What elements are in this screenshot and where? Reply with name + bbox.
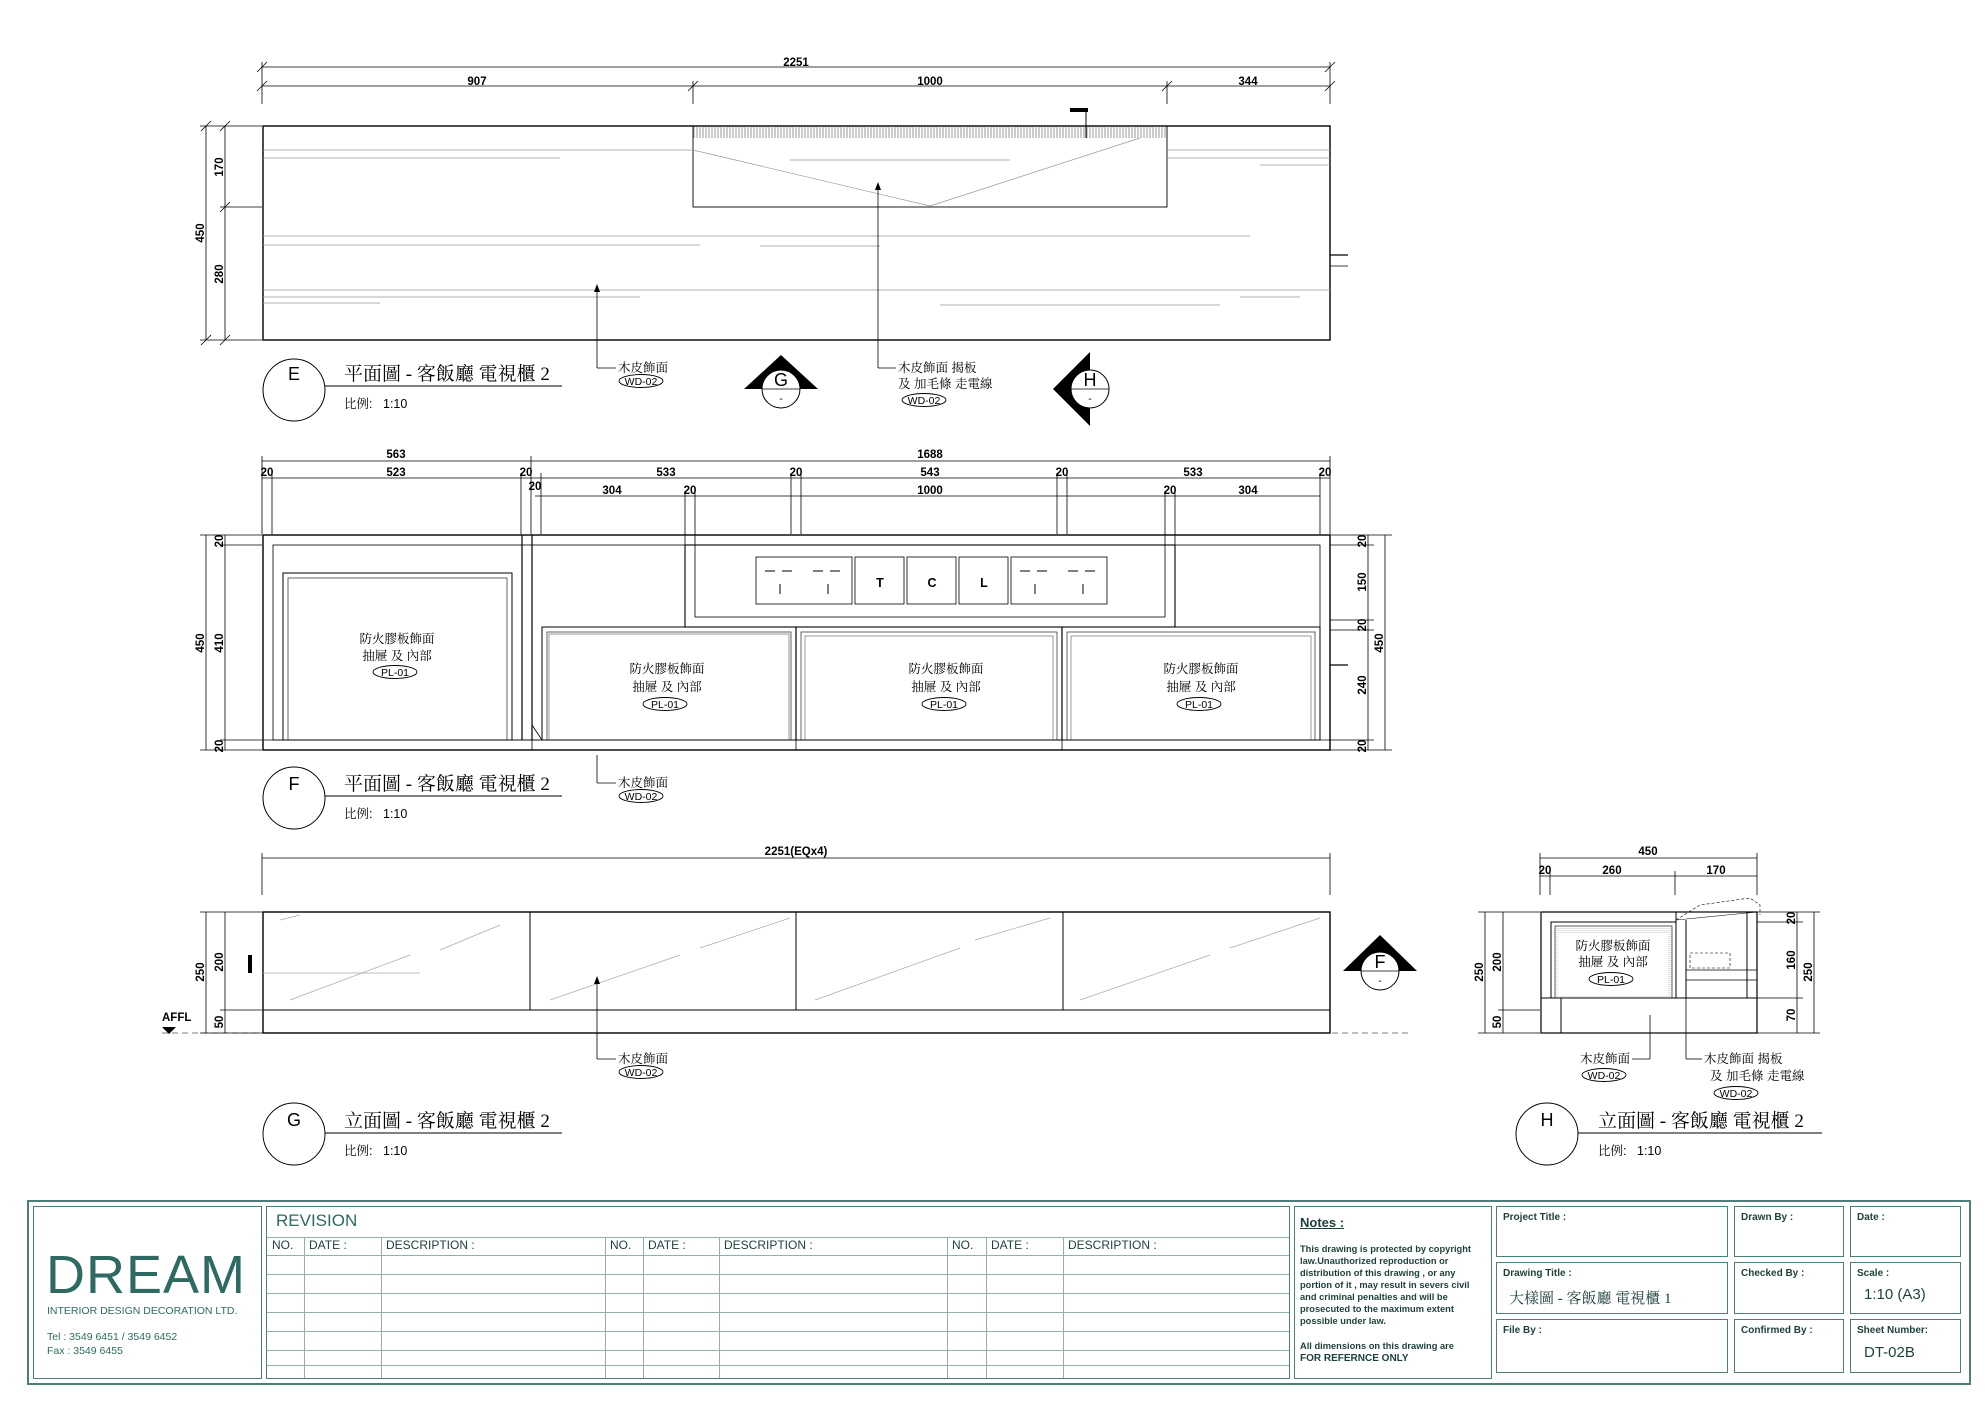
revision-rule bbox=[267, 1312, 1289, 1313]
level-marker bbox=[248, 955, 252, 973]
rev-header-no: NO. bbox=[272, 1238, 294, 1252]
dim-shelf: 150 bbox=[1357, 572, 1369, 592]
divider-corner bbox=[532, 725, 542, 740]
dim-drawer: 240 bbox=[1357, 675, 1369, 695]
dim-depth-total: 450 bbox=[195, 633, 207, 653]
notes-dims: All dimensions on this drawing are bbox=[1300, 1341, 1454, 1351]
revision-col bbox=[381, 1237, 382, 1378]
dim-lines-h-left bbox=[1478, 912, 1540, 1033]
revision-rule bbox=[267, 1255, 1289, 1256]
material-tag: WD-02 bbox=[624, 791, 658, 803]
dim-height-total: 250 bbox=[1803, 962, 1815, 982]
plan-view-f bbox=[195, 449, 1392, 829]
section-letter-f: F bbox=[1374, 952, 1386, 972]
drawer-label-line1: 防火膠板飾面 bbox=[908, 662, 984, 676]
dim-panel: 20 bbox=[1357, 618, 1369, 632]
dim-panel: 20 bbox=[1786, 911, 1798, 925]
brand-letter: L bbox=[980, 576, 988, 590]
checked-by-box bbox=[1734, 1262, 1844, 1314]
section-letter-g: G bbox=[773, 370, 789, 390]
dim-interior: 410 bbox=[214, 633, 226, 653]
revision-rule bbox=[267, 1331, 1289, 1332]
av-device bbox=[756, 557, 852, 604]
dim-bay: 533 bbox=[656, 467, 676, 479]
dim-opening: 160 bbox=[1786, 950, 1798, 970]
view-title: 平面圖 - 客飯廳 電視櫃 2 bbox=[344, 364, 550, 385]
scale-label: 比例: bbox=[344, 397, 373, 411]
leader-arrow-1 bbox=[594, 284, 600, 292]
dim-lines-e-left bbox=[200, 121, 262, 345]
revision-col bbox=[719, 1237, 720, 1378]
dim-height-plinth: 50 bbox=[1492, 1015, 1504, 1029]
company-subtitle: INTERIOR DESIGN DECORATION LTD. bbox=[47, 1305, 238, 1317]
drawer-label-line2: 抽屜 及 內部 bbox=[1166, 680, 1236, 694]
affl-label: AFFL bbox=[162, 1012, 192, 1024]
brand-letter: C bbox=[927, 576, 937, 590]
drawer-label-line1: 防火膠板飾面 bbox=[629, 662, 705, 676]
sheet-number-box bbox=[1850, 1319, 1961, 1373]
dim-bay: 304 bbox=[602, 485, 622, 497]
dim-panel: 20 bbox=[1538, 865, 1552, 877]
company-logo: DREAM bbox=[46, 1245, 247, 1305]
view-callout-letter: E bbox=[287, 364, 301, 384]
dim-panel: 20 bbox=[1318, 467, 1332, 479]
material-tag: WD-02 bbox=[624, 376, 658, 388]
dim-bay: 533 bbox=[1183, 467, 1203, 479]
rev-header-date: DATE : bbox=[991, 1238, 1029, 1252]
rev-header-no: NO. bbox=[952, 1238, 974, 1252]
material-tag: PL-01 bbox=[1596, 974, 1626, 986]
dim-panel: 20 bbox=[1357, 534, 1369, 548]
revision-col bbox=[304, 1237, 305, 1378]
notes-body: This drawing is protected by copyright law.Unauthorized reproduction or distribution of this drawing , or any portion of it , may result in severs civil and criminal penalties and will be prosecuted to the maximum extent possible under law. bbox=[1300, 1244, 1471, 1326]
revision-col bbox=[947, 1237, 948, 1378]
revision-panel bbox=[266, 1206, 1290, 1379]
view-title: 平面圖 - 客飯廳 電視櫃 2 bbox=[344, 774, 550, 795]
view-callout-letter: F bbox=[288, 774, 300, 794]
material-tag: PL-01 bbox=[650, 699, 680, 711]
file-by-box bbox=[1496, 1319, 1728, 1373]
drawer-label-line1: 防火膠板飾面 bbox=[1575, 939, 1651, 953]
dim-panel: 20 bbox=[519, 467, 533, 479]
drawer-label-line1: 防火膠板飾面 bbox=[359, 632, 435, 646]
rev-header-description: DESCRIPTION : bbox=[386, 1238, 475, 1252]
dim-right-width: 344 bbox=[1238, 76, 1258, 88]
dim-bay: 1000 bbox=[917, 485, 943, 497]
note-wood-finish: 木皮飾面 bbox=[618, 361, 669, 375]
note-wood-finish: 木皮飾面 bbox=[1579, 1052, 1630, 1066]
dim-center-width: 1000 bbox=[917, 76, 943, 88]
dim-depth-lower: 280 bbox=[214, 264, 226, 284]
rev-header-date: DATE : bbox=[309, 1238, 347, 1252]
dim-left-bay: 563 bbox=[386, 449, 406, 461]
material-tag: PL-01 bbox=[1184, 699, 1214, 711]
scale-value: 1:10 bbox=[383, 397, 408, 411]
scale-value: 1:10 bbox=[383, 807, 408, 821]
scale-label: Scale : bbox=[1857, 1268, 1890, 1279]
dim-depth-total: 450 bbox=[195, 223, 207, 243]
project-title-box bbox=[1496, 1206, 1728, 1257]
scale-box bbox=[1850, 1262, 1961, 1314]
revision-col bbox=[605, 1237, 606, 1378]
dim-panel: 20 bbox=[214, 534, 226, 548]
dim-panel: 20 bbox=[789, 467, 803, 479]
notes-reference: FOR REFERNCE ONLY bbox=[1300, 1353, 1409, 1364]
dim-depth-total: 450 bbox=[1638, 846, 1658, 858]
drawer-label-line2: 抽屜 及 內部 bbox=[1578, 955, 1648, 969]
note-shelf-line2: 及 加毛條 走電線 bbox=[1710, 1069, 1805, 1083]
dim-depth-upper: 170 bbox=[214, 157, 226, 177]
scale-label: 比例: bbox=[1598, 1144, 1627, 1158]
dim-lines-f-left bbox=[200, 535, 262, 750]
plan-view-e bbox=[195, 57, 1348, 426]
note-shelf-line1: 木皮飾面 揭板 bbox=[898, 361, 977, 375]
dim-left-width: 907 bbox=[467, 76, 487, 88]
dim-height-total: 250 bbox=[1474, 962, 1486, 982]
section-letter-h: H bbox=[1083, 370, 1097, 390]
date-box bbox=[1850, 1206, 1961, 1257]
dim-total-width: 2251(EQx4) bbox=[764, 846, 828, 858]
revision-rule bbox=[267, 1365, 1289, 1366]
wood-grain-e bbox=[263, 138, 1330, 305]
confirmed-by-box bbox=[1734, 1319, 1844, 1373]
material-tag: PL-01 bbox=[380, 667, 410, 679]
leader-arrow-2 bbox=[875, 182, 881, 190]
sheet-number-label: Sheet Number: bbox=[1857, 1325, 1929, 1336]
dim-panel: 20 bbox=[260, 467, 274, 479]
drawing-title-value: 大樣圖 - 客飯廳 電視櫃 1 bbox=[1509, 1291, 1672, 1307]
scale-value: 1:10 (A3) bbox=[1864, 1286, 1926, 1303]
dim-right-bay: 1688 bbox=[917, 449, 943, 461]
dim-drawer-depth: 260 bbox=[1602, 865, 1622, 877]
drawing-title-label: Drawing Title : bbox=[1503, 1268, 1572, 1279]
drawer-label-line2: 抽屜 及 內部 bbox=[911, 680, 981, 694]
view-title: 立面圖 - 客飯廳 電視櫃 2 bbox=[1598, 1111, 1804, 1132]
view-callout-letter: H bbox=[1540, 1110, 1554, 1130]
dim-bay: 304 bbox=[1238, 485, 1258, 497]
checked-by-label: Checked By : bbox=[1741, 1268, 1805, 1279]
dim-total-width: 2251 bbox=[783, 57, 809, 69]
drawn-by-label: Drawn By : bbox=[1741, 1212, 1794, 1223]
note-shelf-line2: 及 加毛條 走電線 bbox=[898, 377, 993, 391]
rev-header-date: DATE : bbox=[648, 1238, 686, 1252]
company-fax: Fax : 3549 6455 bbox=[47, 1345, 123, 1357]
drawn-by-box bbox=[1734, 1206, 1844, 1257]
dim-lines-g-top bbox=[262, 853, 1330, 895]
dim-height-total: 250 bbox=[195, 962, 207, 982]
revision-col bbox=[986, 1237, 987, 1378]
revision-col bbox=[1063, 1237, 1064, 1378]
av-device bbox=[1011, 557, 1107, 604]
scale-value: 1:10 bbox=[1637, 1144, 1662, 1158]
note-wood-finish: 木皮飾面 bbox=[618, 1052, 669, 1066]
dim-lines-g-left bbox=[200, 912, 262, 1033]
leader-arrow bbox=[594, 976, 600, 984]
dim-panel: 20 bbox=[214, 739, 226, 753]
revision-col bbox=[643, 1237, 644, 1378]
material-tag: WD-02 bbox=[1587, 1070, 1621, 1082]
rev-header-description: DESCRIPTION : bbox=[724, 1238, 813, 1252]
dim-panel: 20 bbox=[1357, 739, 1369, 753]
elevation-view-g bbox=[162, 846, 1417, 1165]
file-by-label: File By : bbox=[1503, 1325, 1542, 1336]
dim-bay: 523 bbox=[386, 467, 406, 479]
dim-panel: 20 bbox=[528, 481, 542, 493]
dim-panel: 20 bbox=[683, 485, 697, 497]
project-title-label: Project Title : bbox=[1503, 1212, 1567, 1223]
dim-panel: 20 bbox=[1163, 485, 1177, 497]
view-title: 立面圖 - 客飯廳 電視櫃 2 bbox=[344, 1111, 550, 1132]
drawer-label-line2: 抽屜 及 內部 bbox=[362, 649, 432, 663]
leaders-e bbox=[597, 186, 896, 368]
cable-duct bbox=[1690, 953, 1730, 968]
section-view-h bbox=[1474, 846, 1822, 1165]
hatched-strip bbox=[693, 126, 1167, 138]
dim-base: 70 bbox=[1786, 1008, 1798, 1022]
marker-bar bbox=[1070, 108, 1088, 112]
dim-height-body: 200 bbox=[214, 952, 226, 972]
scale-value: 1:10 bbox=[383, 1144, 408, 1158]
confirmed-by-label: Confirmed By : bbox=[1741, 1325, 1813, 1336]
dim-panel: 20 bbox=[1055, 467, 1069, 479]
revision-rule bbox=[267, 1274, 1289, 1275]
drawer-label-line2: 抽屜 及 內部 bbox=[632, 680, 702, 694]
revision-rule bbox=[267, 1293, 1289, 1294]
scale-label: 比例: bbox=[344, 807, 373, 821]
note-shelf-line1: 木皮飾面 揭板 bbox=[1704, 1052, 1783, 1066]
material-tag: WD-02 bbox=[907, 395, 941, 407]
material-tag: WD-02 bbox=[1719, 1088, 1753, 1100]
revision-rule bbox=[267, 1350, 1289, 1351]
sheet-number-value: DT-02B bbox=[1864, 1344, 1915, 1361]
dim-bay: 543 bbox=[920, 467, 940, 479]
view-callout-letter: G bbox=[286, 1110, 302, 1130]
lift-up-line bbox=[1676, 912, 1757, 920]
rev-header-no: NO. bbox=[610, 1238, 632, 1252]
section-sheet: - bbox=[1378, 975, 1382, 987]
drawing-title-box bbox=[1496, 1262, 1728, 1314]
notes-title: Notes : bbox=[1300, 1215, 1345, 1230]
note-wood-finish: 木皮飾面 bbox=[618, 776, 669, 790]
rev-header-description: DESCRIPTION : bbox=[1068, 1238, 1157, 1252]
scale-label: 比例: bbox=[344, 1144, 373, 1158]
material-tag: WD-02 bbox=[624, 1067, 658, 1079]
notes-panel bbox=[1294, 1206, 1492, 1379]
section-marker-h bbox=[1053, 352, 1109, 426]
company-tel: Tel : 3549 6451 / 3549 6452 bbox=[47, 1331, 178, 1343]
dim-height-body: 200 bbox=[1492, 952, 1504, 972]
dim-depth-total: 450 bbox=[1374, 633, 1386, 653]
material-tag: PL-01 bbox=[929, 699, 959, 711]
dim-shelf-depth: 170 bbox=[1706, 865, 1726, 877]
reflection-lines bbox=[263, 915, 1320, 1000]
company-panel bbox=[33, 1206, 262, 1379]
date-label: Date : bbox=[1857, 1212, 1885, 1223]
section-sheet: - bbox=[779, 393, 783, 405]
brand-letter: T bbox=[876, 576, 884, 590]
section-sheet: - bbox=[1088, 393, 1092, 405]
drawer-label-line1: 防火膠板飾面 bbox=[1163, 662, 1239, 676]
revision-title: REVISION bbox=[276, 1211, 358, 1230]
dim-height-plinth: 50 bbox=[214, 1015, 226, 1029]
